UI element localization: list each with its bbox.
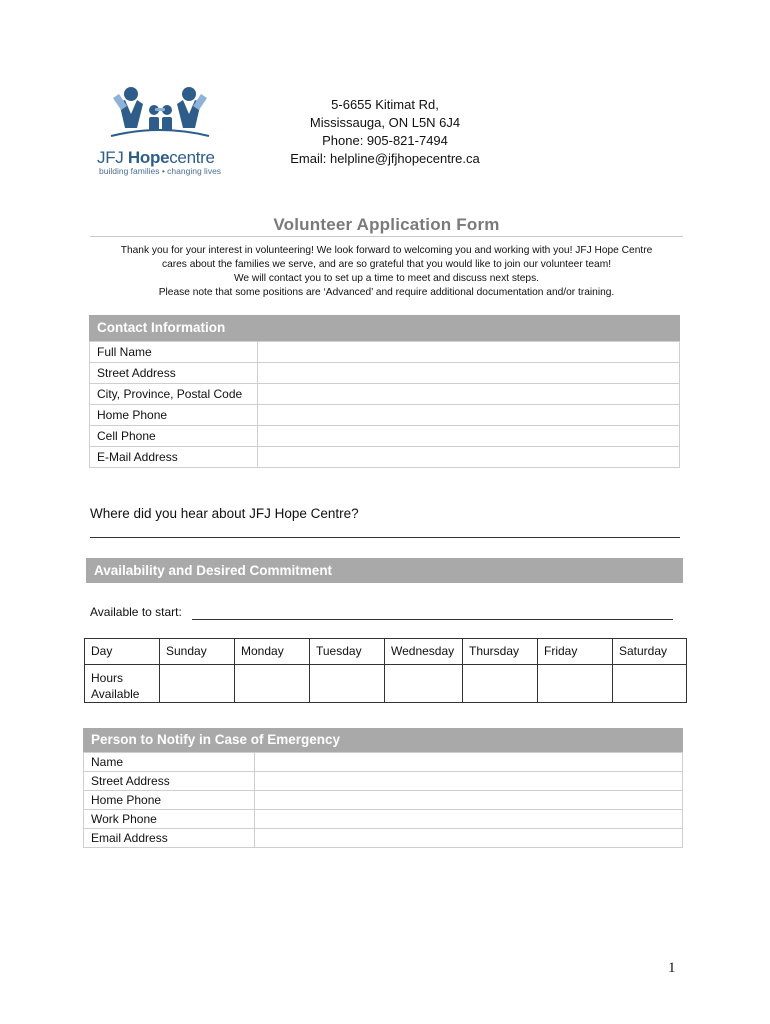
day-thursday: Thursday [463, 639, 538, 665]
phone-line: Phone: 905-821-7494 [322, 133, 448, 148]
field-label: E-Mail Address [90, 447, 258, 468]
intro-text [85, 244, 688, 300]
hours-available-label [85, 665, 160, 703]
emergency-street-address-field[interactable] [255, 772, 683, 791]
logo-figure-head-left [124, 87, 138, 101]
contact-table [89, 341, 680, 468]
title-area [90, 215, 683, 237]
table-row [84, 829, 683, 848]
table-row [90, 384, 680, 405]
hours-friday-field[interactable] [538, 665, 613, 703]
field-label: Full Name [90, 342, 258, 363]
table-row [85, 665, 687, 703]
intro-line: cares about the families we serve, and are so grateful that you would like to join our volunteer team! [161, 259, 612, 270]
available-label: Available [91, 687, 140, 701]
field-label: Street Address [90, 363, 258, 384]
intro-line: Please note that some positions are ‘Advanced’ and require additional documentation and/or training. [158, 287, 615, 298]
hours-sunday-field[interactable] [160, 665, 235, 703]
available-to-start-field[interactable] [192, 619, 673, 620]
day-monday: Monday [235, 639, 310, 665]
field-label: Name [84, 753, 255, 772]
field-label: Email Address [84, 829, 255, 848]
email-address-field[interactable] [258, 447, 680, 468]
page-title: Volunteer Application Form [273, 215, 500, 234]
field-label: Cell Phone [90, 426, 258, 447]
page-number: 1 [668, 960, 676, 976]
field-label: Street Address [84, 772, 255, 791]
field-label: City, Province, Postal Code [90, 384, 258, 405]
emergency-table [83, 752, 683, 848]
emergency-name-field[interactable] [255, 753, 683, 772]
city-province-postal-field[interactable] [258, 384, 680, 405]
hours-monday-field[interactable] [235, 665, 310, 703]
hours-saturday-field[interactable] [613, 665, 687, 703]
available-to-start-label: Available to start: [90, 605, 182, 619]
emergency-email-field[interactable] [255, 829, 683, 848]
field-label: Work Phone [84, 810, 255, 829]
hours-label: Hours [91, 671, 124, 685]
table-row [90, 426, 680, 447]
logo-figure-head-right [182, 87, 196, 101]
street-address-field[interactable] [258, 363, 680, 384]
table-row [90, 363, 680, 384]
table-row [90, 342, 680, 363]
day-wednesday: Wednesday [385, 639, 463, 665]
emergency-home-phone-field[interactable] [255, 791, 683, 810]
hours-tuesday-field[interactable] [310, 665, 385, 703]
hear-about-question: Where did you hear about JFJ Hope Centre? [90, 506, 359, 521]
emergency-section [83, 728, 683, 848]
table-row [84, 810, 683, 829]
table-row [84, 791, 683, 810]
cell-phone-field[interactable] [258, 426, 680, 447]
home-phone-field[interactable] [258, 405, 680, 426]
table-row [84, 772, 683, 791]
table-row [90, 447, 680, 468]
day-tuesday: Tuesday [310, 639, 385, 665]
availability-table [84, 638, 687, 703]
intro-line: Thank you for your interest in volunteering! We look forward to welcoming you and working with you! JFJ Hope Centre [120, 245, 653, 256]
logo-tagline: building families • changing lives [99, 166, 222, 176]
logo-wordmark: JFJ Hopecentre [97, 148, 215, 167]
emergency-work-phone-field[interactable] [255, 810, 683, 829]
day-header: Day [85, 639, 160, 665]
day-sunday: Sunday [160, 639, 235, 665]
address-block [260, 96, 510, 168]
emergency-heading: Person to Notify in Case of Emergency [83, 728, 683, 752]
contact-section [89, 315, 680, 468]
full-name-field[interactable] [258, 342, 680, 363]
field-label: Home Phone [84, 791, 255, 810]
email-line: Email: helpline@jfjhopecentre.ca [290, 151, 480, 166]
hear-about-answer-line[interactable] [90, 537, 680, 538]
day-friday: Friday [538, 639, 613, 665]
hours-wednesday-field[interactable] [385, 665, 463, 703]
day-saturday: Saturday [613, 639, 687, 665]
hours-thursday-field[interactable] [463, 665, 538, 703]
table-row [90, 405, 680, 426]
address-line: Mississauga, ON L5N 6J4 [309, 115, 461, 130]
table-row [84, 753, 683, 772]
address-line: 5-6655 Kitimat Rd, [331, 97, 439, 112]
table-row [85, 639, 687, 665]
field-label: Home Phone [90, 405, 258, 426]
intro-line: We will contact you to set up a time to meet and discuss next steps. [233, 273, 540, 284]
availability-heading: Availability and Desired Commitment [86, 558, 683, 583]
contact-heading: Contact Information [89, 315, 680, 341]
